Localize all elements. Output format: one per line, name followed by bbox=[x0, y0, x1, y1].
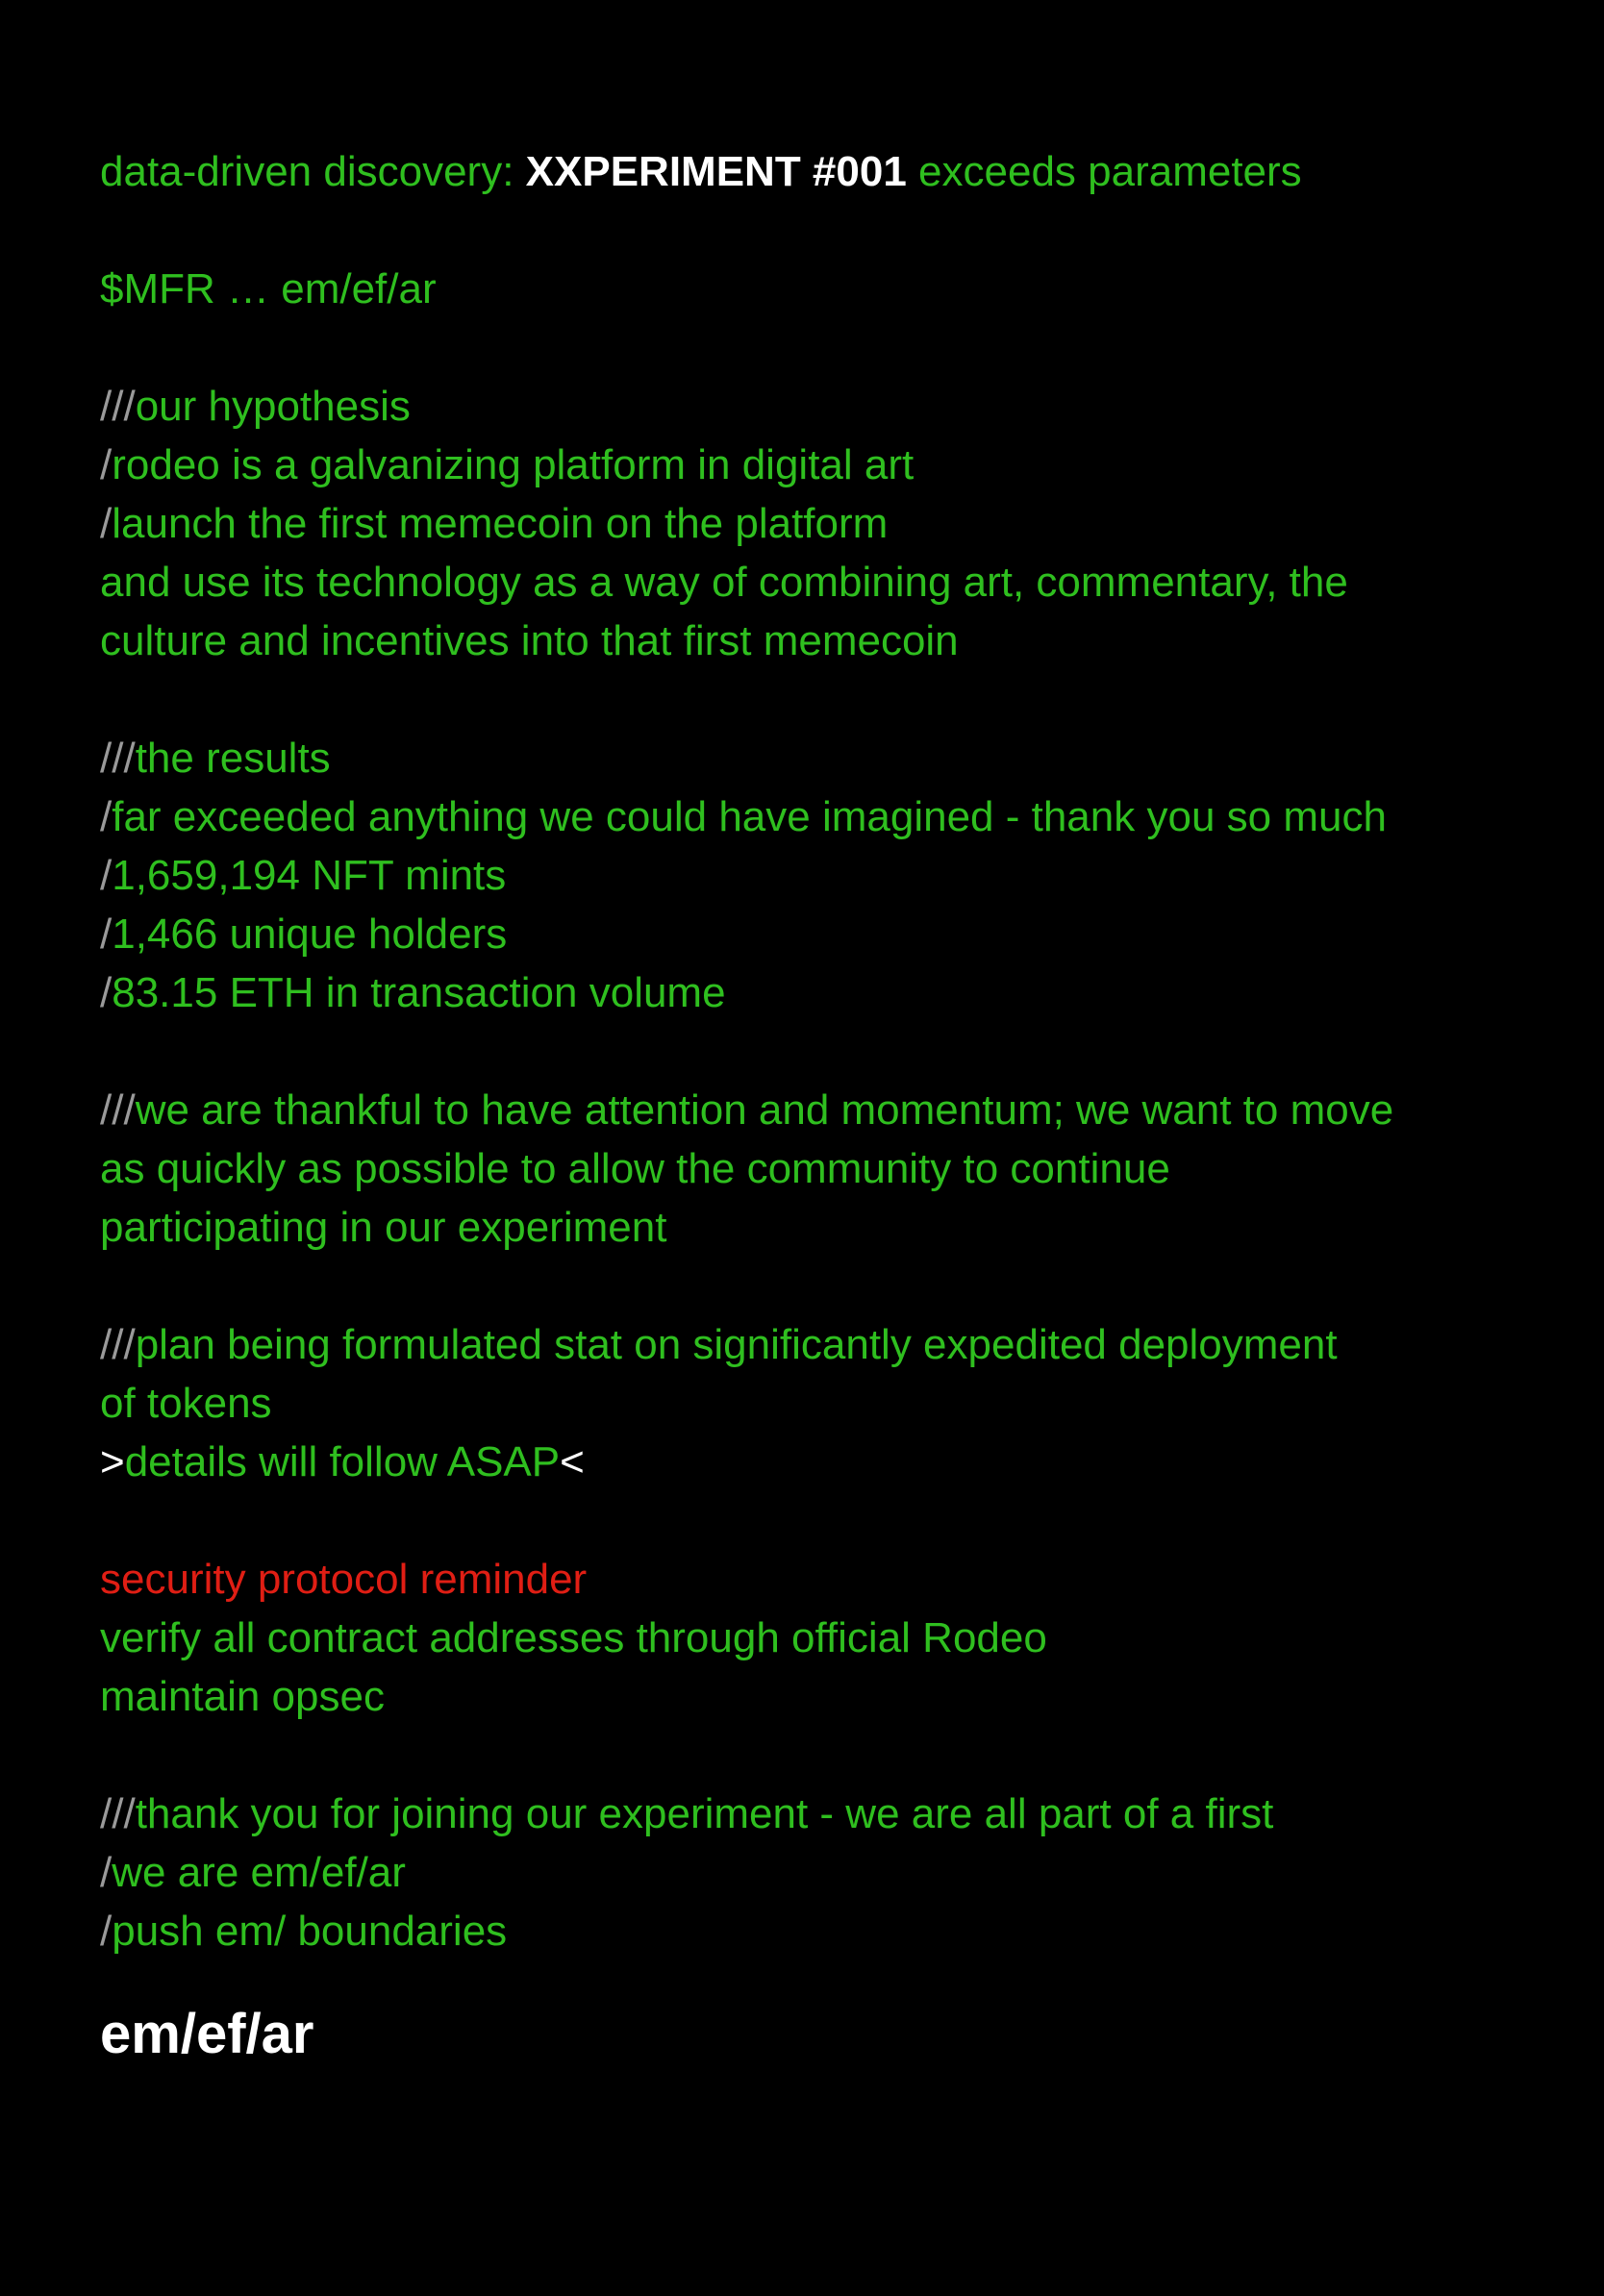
item-text: 1,659,194 NFT mints bbox=[112, 852, 507, 899]
continuation-line: and use its technology as a way of combining art, commentary, the bbox=[100, 559, 1348, 606]
security-line: verify all contract addresses through official Rodeo bbox=[100, 1614, 1047, 1661]
headline bbox=[100, 142, 1542, 201]
announcement-document bbox=[100, 142, 1542, 2068]
hypothesis-section bbox=[100, 377, 1542, 670]
headline-prefix: data-driven discovery: bbox=[100, 148, 526, 195]
item-prefix: / bbox=[100, 911, 113, 958]
list-item bbox=[100, 436, 1542, 494]
paragraph-text: we are thankful to have attention and momentum; we want to move bbox=[135, 1086, 1394, 1134]
headline-suffix: exceeds parameters bbox=[906, 148, 1302, 195]
item-text: we are em/ef/ar bbox=[112, 1849, 406, 1896]
item-text: rodeo is a galvanizing platform in digital art bbox=[112, 441, 915, 488]
section-prefix: /// bbox=[100, 735, 136, 782]
heading-text: our hypothesis bbox=[135, 383, 411, 430]
closing-heading bbox=[100, 1784, 1542, 1843]
details-close-bracket: < bbox=[560, 1438, 585, 1485]
item-prefix: / bbox=[100, 1908, 113, 1955]
plan-section bbox=[100, 1315, 1542, 1491]
section-prefix: /// bbox=[100, 1321, 136, 1368]
security-title: security protocol reminder bbox=[100, 1556, 588, 1603]
details-open-bracket: > bbox=[100, 1438, 125, 1485]
item-prefix: / bbox=[100, 441, 113, 488]
security-line: maintain opsec bbox=[100, 1673, 385, 1720]
closing-section bbox=[100, 1784, 1542, 1960]
item-prefix: / bbox=[100, 1849, 113, 1896]
signature: em/ef/ar bbox=[100, 2003, 314, 2065]
continuation-line: culture and incentives into that first memecoin bbox=[100, 617, 959, 664]
plan-line: of tokens bbox=[100, 1380, 272, 1427]
details-line bbox=[100, 1433, 1542, 1491]
section-prefix: /// bbox=[100, 1790, 136, 1837]
section-prefix: /// bbox=[100, 1086, 136, 1134]
list-item bbox=[100, 1843, 1542, 1902]
ticker-line: $MFR … em/ef/ar bbox=[100, 265, 437, 312]
item-prefix: / bbox=[100, 793, 113, 840]
list-item bbox=[100, 787, 1542, 846]
item-prefix: / bbox=[100, 969, 113, 1016]
details-text: details will follow ASAP bbox=[124, 1438, 561, 1485]
item-text: 83.15 ETH in transaction volume bbox=[112, 969, 726, 1016]
security-section bbox=[100, 1550, 1542, 1726]
list-item bbox=[100, 846, 1542, 905]
list-item bbox=[100, 1902, 1542, 1960]
item-prefix: / bbox=[100, 852, 113, 899]
hypothesis-heading bbox=[100, 377, 1542, 436]
list-item bbox=[100, 905, 1542, 963]
momentum-section bbox=[100, 1081, 1542, 1257]
momentum-line: participating in our experiment bbox=[100, 1204, 667, 1251]
momentum-line bbox=[100, 1081, 1542, 1139]
item-text: 1,466 unique holders bbox=[112, 911, 508, 958]
heading-text: the results bbox=[135, 735, 331, 782]
paragraph-text: plan being formulated stat on significantly expedited deployment bbox=[135, 1321, 1338, 1368]
list-item bbox=[100, 963, 1542, 1022]
item-text: launch the first memecoin on the platform bbox=[112, 500, 889, 547]
item-text: push em/ boundaries bbox=[112, 1908, 508, 1955]
plan-line bbox=[100, 1315, 1542, 1374]
heading-text: thank you for joining our experiment - we are all part of a first bbox=[135, 1790, 1274, 1837]
headline-highlight: XXPERIMENT #001 bbox=[525, 148, 907, 195]
momentum-line: as quickly as possible to allow the community to continue bbox=[100, 1145, 1170, 1192]
section-prefix: /// bbox=[100, 383, 136, 430]
list-item bbox=[100, 494, 1542, 553]
results-section bbox=[100, 729, 1542, 1022]
results-heading bbox=[100, 729, 1542, 787]
item-text: far exceeded anything we could have imagined - thank you so much bbox=[112, 793, 1387, 840]
item-prefix: / bbox=[100, 500, 113, 547]
